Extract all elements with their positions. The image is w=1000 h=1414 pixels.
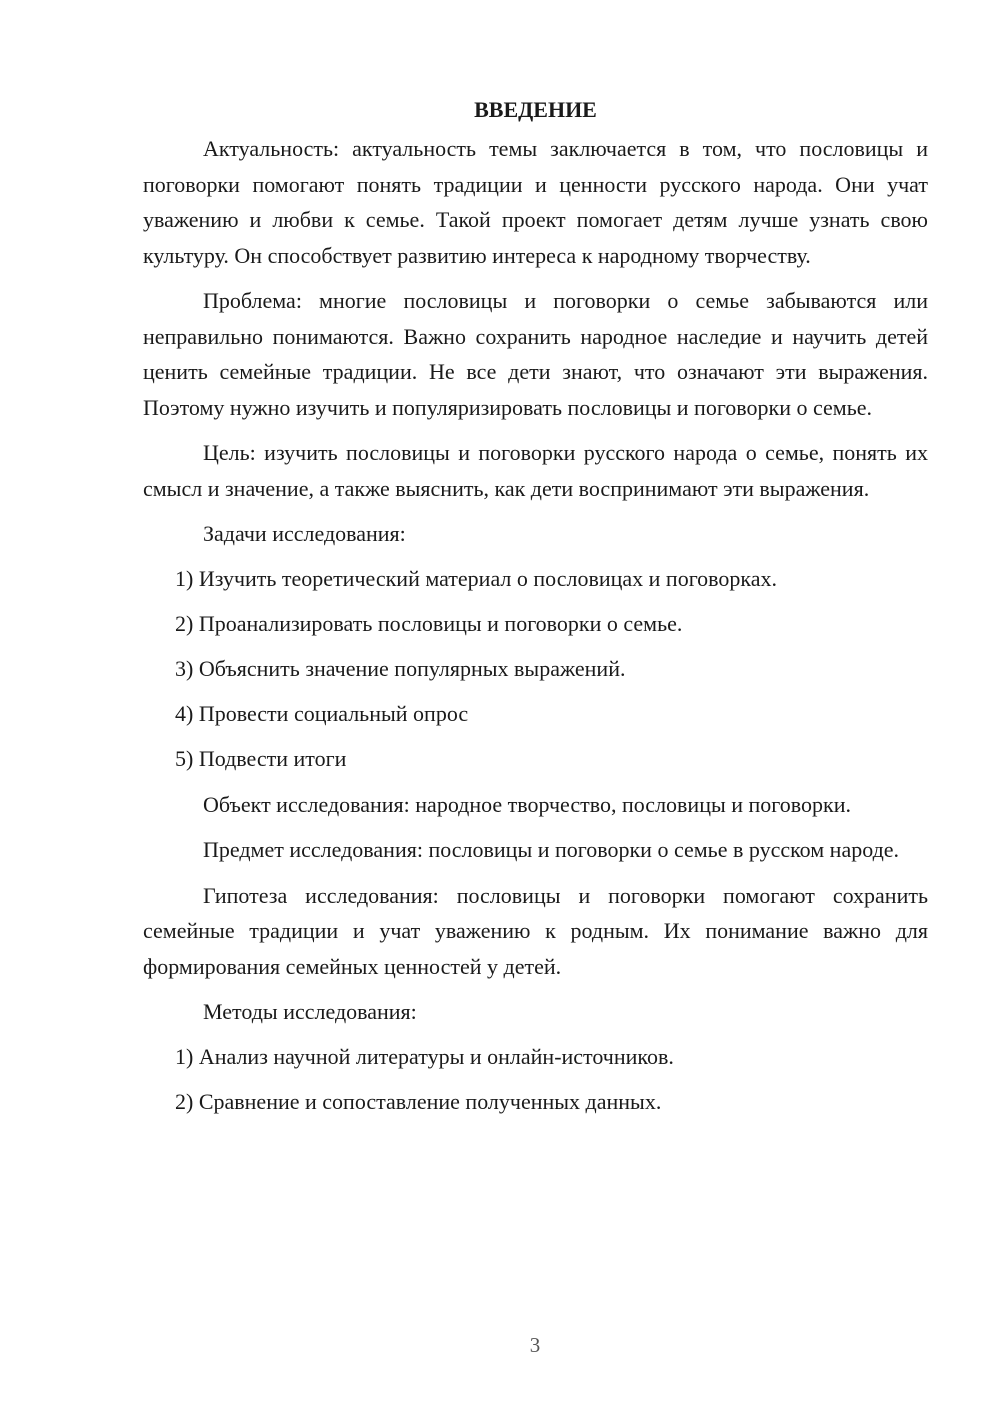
methods-title: Методы исследования: — [203, 999, 417, 1024]
methods-list — [143, 1039, 928, 1120]
list-item: 1) Анализ научной литературы и онлайн-источников. — [175, 1044, 674, 1069]
document-page — [143, 92, 928, 1120]
list-item: 5) Подвести итоги — [175, 746, 347, 771]
list-item: 2) Сравнение и сопоставление полученных данных. — [175, 1089, 662, 1114]
goal-paragraph: Цель: изучить пословицы и поговорки русского народа о семье, понять их смысл и значение, а также выяснить, как дети воспринимают эти выражения. — [143, 440, 928, 501]
list-item: 2) Проанализировать пословицы и поговорки о семье. — [175, 611, 683, 636]
object-paragraph: Объект исследования: народное творчество, пословицы и поговорки. — [203, 791, 851, 817]
section-heading: ВВЕДЕНИЕ — [474, 97, 597, 122]
list-item: 3) Объяснить значение популярных выражений. — [175, 656, 626, 681]
list-item: 4) Провести социальный опрос — [175, 701, 469, 726]
tasks-title: Задачи исследования: — [203, 521, 406, 546]
tasks-list — [143, 561, 928, 777]
relevance-paragraph: Актуальность: актуальность темы заключается в том, что пословицы и поговорки помогают понять традиции и ценности русского народа. Они учат уважению и любви к семье. Такой проект помогает детям лучше узнать свою культуру. Он способствует развитию интереса к народному творчеству. — [143, 136, 928, 268]
problem-paragraph: Проблема: многие пословицы и поговорки о семье забываются или неправильно понимаются. Важно сохранить народное наследие и научить детей ценить семейные традиции. Не все дети знают, что означают эти выражения. Поэтому нужно изучить и популяризировать пословицы и поговорки о семье. — [143, 288, 928, 420]
hypothesis-paragraph: Гипотеза исследования: пословицы и поговорки помогают сохранить семейные традиции и учат уважению к родным. Их понимание важно для формирования семейных ценностей у детей. — [143, 882, 928, 979]
subject-paragraph: Предмет исследования: пословицы и поговорки о семье в русском народе. — [203, 837, 900, 862]
page-number: 3 — [529, 1333, 541, 1357]
list-item: 1) Изучить теоретический материал о пословицах и поговорках. — [175, 566, 778, 591]
